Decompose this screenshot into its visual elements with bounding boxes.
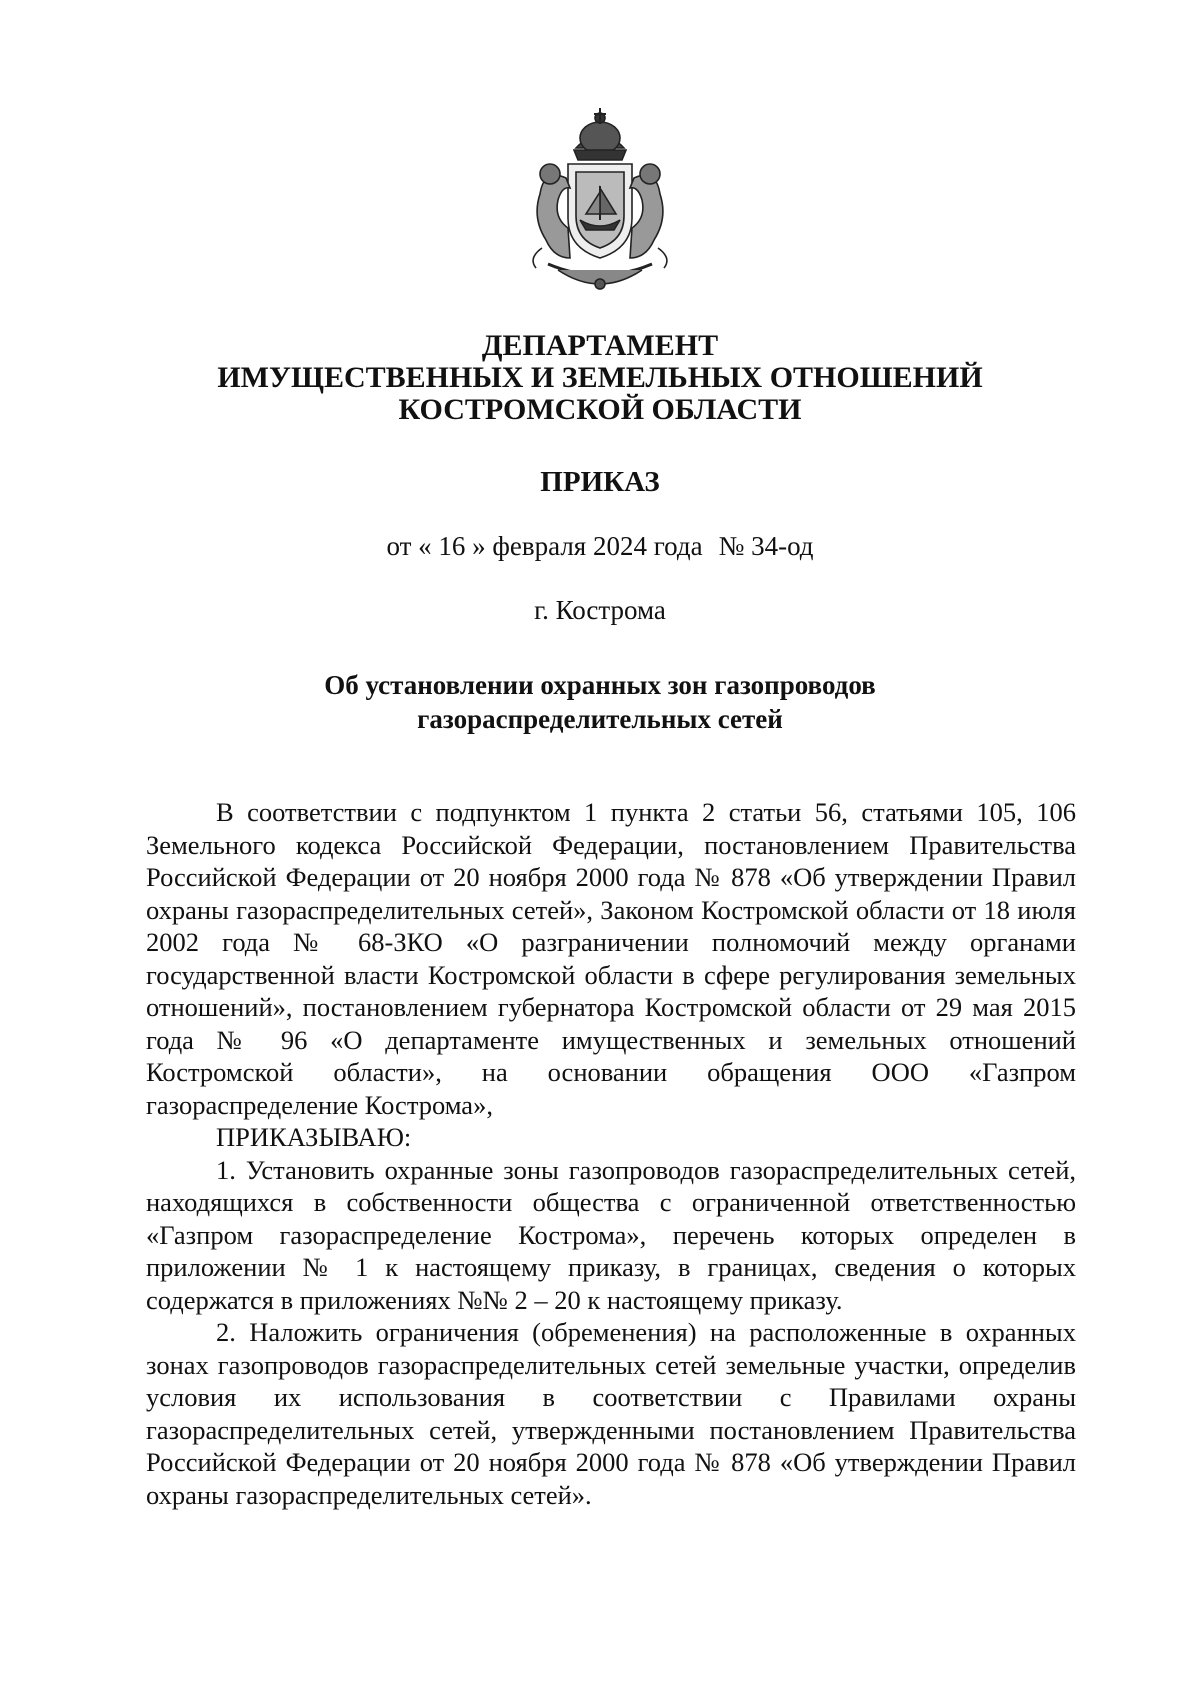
order-subject bbox=[0, 668, 1200, 736]
coat-of-arms-icon bbox=[514, 108, 686, 298]
order-date: от « 16 » февраля 2024 года bbox=[386, 531, 703, 561]
order-body bbox=[146, 796, 1076, 1511]
order-title: ПРИКАЗ bbox=[540, 466, 660, 498]
order-item-1: 1. Установить охранные зоны газопроводов газораспределительных сетей, находящихся в собственности общества с ограниченной ответственностью «Газпром газораспределение Кострома», перечень которых определен в приложении № 1 к настоящему приказу, в границах, сведения о которых содержатся в приложениях №№ 2 – 20 к настоящему приказу. bbox=[146, 1154, 1076, 1315]
department-name-line-1: ДЕПАРТАМЕНТ bbox=[481, 329, 719, 362]
order-subject-line-1: Об установлении охранных зон газопроводов bbox=[324, 670, 876, 700]
order-city: г. Кострома bbox=[534, 595, 666, 625]
department-name bbox=[0, 330, 1200, 426]
order-number: № 34-од bbox=[718, 531, 814, 561]
preamble-paragraph: В соответствии с подпунктом 1 пункта 2 статьи 56, статьями 105, 106 Земельного кодекса Российской Федерации, постановлением Правительства Российской Федерации от 20 ноября 2000 года № 878 «Об утверждении Правил охраны газораспределительных сетей», Законом Костромской области от 18 июля 2002 года № 68-ЗКО «О разграничении полномочий между органами государственной власти Костромской области в сфере регулирования земельных отношений», постановлением губернатора Костромской области от 29 мая 2015 года № 96 «О департаменте имущественных и земельных отношений Костромской области», на основании обращения ООО «Газпром газораспределение Кострома», bbox=[146, 797, 1076, 1120]
order-date-line bbox=[0, 530, 1200, 562]
department-name-line-2: ИМУЩЕСТВЕННЫХ И ЗЕМЕЛЬНЫХ ОТНОШЕНИЙ bbox=[217, 361, 983, 394]
department-name-line-3: КОСТРОМСКОЙ ОБЛАСТИ bbox=[398, 393, 802, 426]
order-subject-line-2: газораспределительных сетей bbox=[417, 704, 783, 734]
order-word: ПРИКАЗЫВАЮ: bbox=[216, 1122, 412, 1152]
order-item-2: 2. Наложить ограничения (обременения) на расположенные в охранных зонах газопроводов газораспределительных сетей земельные участки, определив условия их использования в соответствии с Правилами охраны газораспределительных сетей, утвержденными постановлением Правительства Российской Федерации от 20 ноября 2000 года № 878 «Об утверждении Правил охраны газораспределительных сетей». bbox=[146, 1317, 1076, 1510]
